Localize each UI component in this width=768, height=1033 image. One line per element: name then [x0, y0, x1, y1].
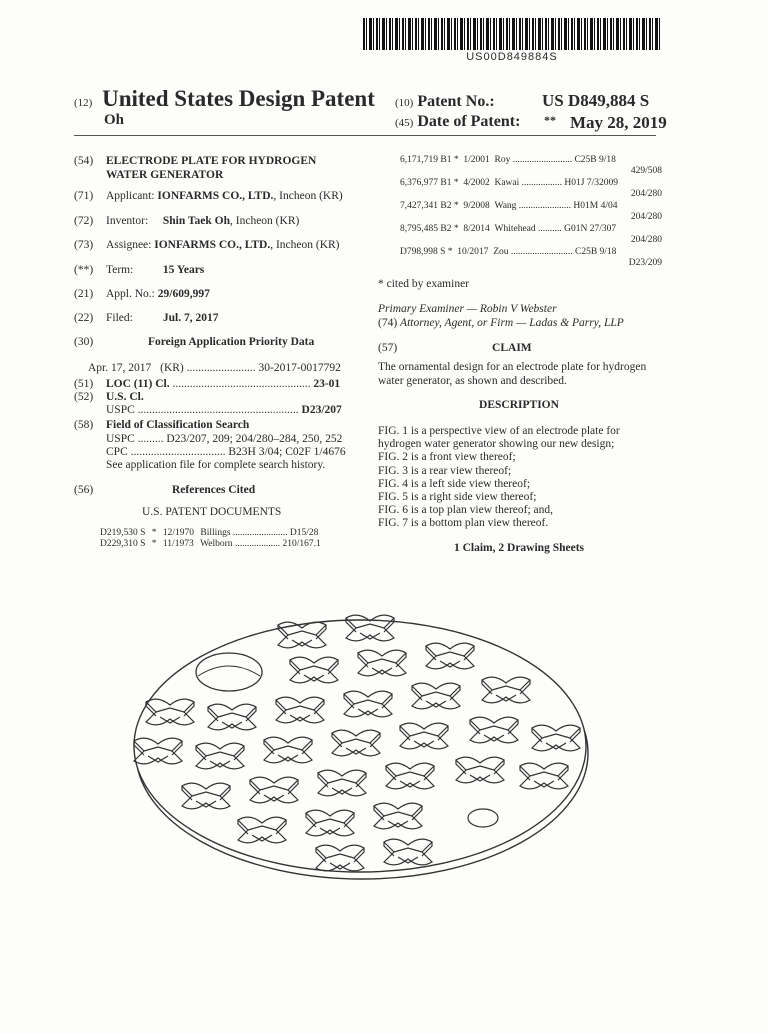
title-code: (12) — [74, 97, 93, 109]
reference-row: D229,310 S * 11/1973 Welborn ................... 210/167.1 — [100, 539, 321, 549]
reference-row: D219,530 S * 12/1970 Billings ....................... D15/28 — [100, 528, 319, 538]
inventor: (72) Inventor: Shin Taek Oh, Incheon (KR) — [74, 215, 300, 227]
date-label: (45) Date of Patent: — [395, 113, 521, 130]
references-heading: (56) References Cited — [74, 484, 256, 496]
field-cpc: CPC ................................. B23H 3/04; C02F 1/4676 — [106, 446, 346, 458]
reference-row: 8,795,485 B2 * 8/2014 Whitehead .......... G01N 27/307 204/280 — [400, 224, 662, 245]
description-heading: DESCRIPTION — [479, 399, 559, 411]
field-of-search: (58) Field of Classification Search — [74, 419, 250, 431]
reference-row: D798,998 S * 10/2017 Zou .......................... C25B 9/18 D23/209 — [400, 247, 662, 268]
claim-text: The ornamental design for an electrode plate for hydrogen water generator, as shown and described. — [378, 361, 647, 387]
claims-summary: 1 Claim, 2 Drawing Sheets — [453, 542, 584, 554]
date-mark: ** — [544, 113, 556, 127]
us-class: (52) U.S. Cl. — [74, 391, 144, 403]
claim-heading: (57) CLAIM — [378, 342, 532, 354]
barcode — [363, 18, 661, 50]
description-text: FIG. 1 is a perspective view of an electrode plate for hydrogen water generator showing our new design; FIG. 2 is a front view thereof; FIG. 3 is a rear view thereof; FIG. 4 is a left side view thereof; FIG. 5 is a right side view thereof; FIG. 6 is a top plan view thereof; and, FIG. 7 is a bottom plan view thereof. — [378, 425, 620, 530]
field-uspc: USPC ......... D23/207, 209; 204/280–284, 250, 252 — [106, 433, 343, 445]
foreign-priority-entry: Apr. 17, 2017 (KR) ........................ 30-2017-0017792 — [88, 362, 341, 374]
header-rule — [74, 135, 656, 136]
patent-number: US D849,884 S — [542, 91, 650, 110]
uspc-line: USPC ........................................................ D23/207 — [106, 404, 342, 416]
term: (**) Term: 15 Years — [74, 264, 205, 276]
title-text: United States Design Patent — [102, 86, 375, 111]
date-of-patent: May 28, 2019 — [570, 113, 667, 132]
patent-type-title — [74, 86, 375, 112]
patent-no-label: (10) Patent No.: — [395, 93, 495, 110]
reference-row: 6,171,719 B1 * 1/2001 Roy ......................... C25B 9/18 429/508 — [400, 155, 662, 176]
field-note: See application file for complete search history. — [106, 459, 326, 471]
inventor-short: Oh — [104, 112, 125, 128]
loc-class: (51) LOC (11) Cl. ................................................ 23-01 — [74, 378, 341, 390]
attorney: (74) Attorney, Agent, or Firm — Ladas & Parry, LLP — [378, 317, 624, 329]
design-title: (54) ELECTRODE PLATE FOR HYDROGEN WATER GENERATOR — [74, 155, 317, 181]
reference-row: 7,427,341 B2 * 9/2008 Wang ...................... H01M 4/04 204/280 — [400, 201, 662, 222]
electrode-plate-drawing — [0, 590, 768, 890]
foreign-priority-heading: (30) Foreign Application Priority Data — [74, 336, 315, 348]
plate-top — [134, 620, 586, 872]
appl-no: (21) Appl. No.: 29/609,997 — [74, 288, 210, 300]
applicant: (71) Applicant: IONFARMS CO., LTD., Incheon (KR) — [74, 190, 343, 202]
assignee: (73) Assignee: IONFARMS CO., LTD., Incheon (KR) — [74, 239, 340, 251]
primary-examiner: Primary Examiner — Robin V Webster — [378, 303, 557, 315]
us-patent-documents: U.S. PATENT DOCUMENTS — [142, 506, 282, 518]
reference-row: 6,376,977 B1 * 4/2002 Kawai ................. H01J 7/32009 204/280 — [400, 178, 662, 199]
barcode-number: US00D849884S — [466, 51, 558, 63]
filed: (22) Filed: Jul. 7, 2017 — [74, 312, 219, 324]
cited-by-examiner: * cited by examiner — [378, 278, 470, 290]
